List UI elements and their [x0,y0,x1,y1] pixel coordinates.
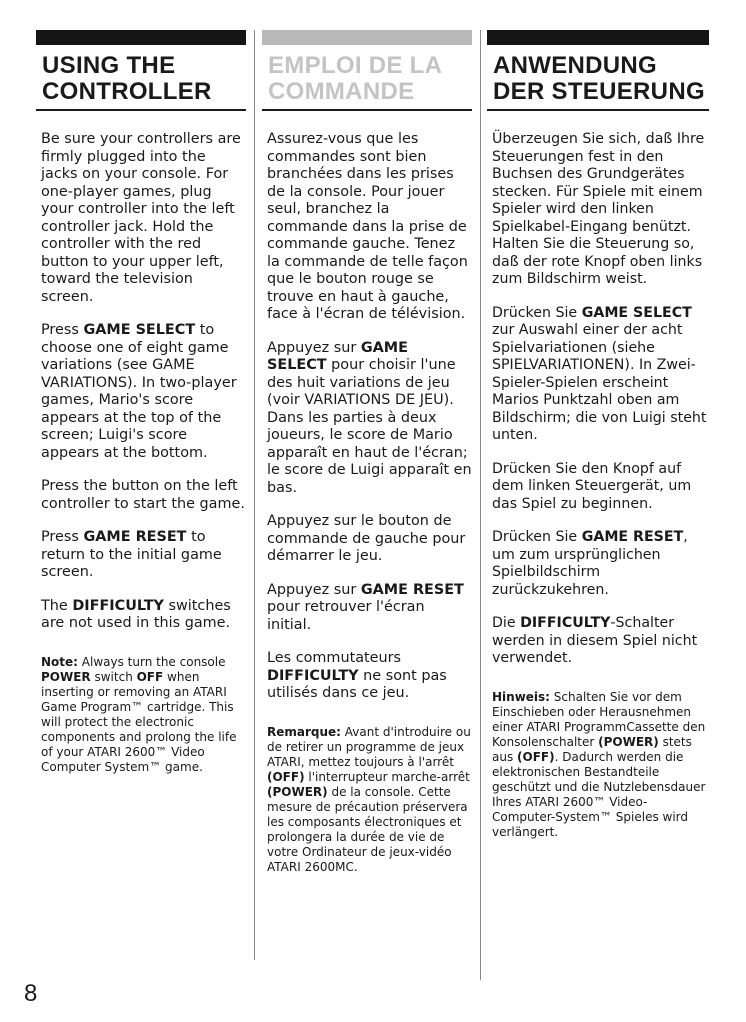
column-english [36,30,246,775]
note-text: de la console. Cette mesure de précaution préservera les composants électroniques et prolongera la durée de vie de votre Ordinateur de jeux-vidéo ATARI 2600MC. [267,784,468,874]
title-rule [262,109,472,111]
title-rule [36,109,246,111]
paragraph: Be sure your controllers are firmly plugged into the jacks on your console. For one-player games, plug your controller into the left controller jack. Hold the controller with the red button to your upper left, toward the television screen. [41,131,241,305]
section-title: EMPLOI DE LA COMMANDE [268,52,443,105]
paragraph: Appuyez sur GAME RESET pour retrouver l'écran initial. [267,581,464,633]
header-bar [262,30,472,45]
note-text: when inserting or removing an ATARI Game Program™ cartridge. This will protect the electronic components and prolong the life of your ATARI 2600™ Video Computer System™ game. [41,669,237,774]
note-text: switch [90,669,137,684]
paragraph: Drücken Sie GAME RESET, um zum ursprünglichen Spielbildschirm zurückzukehren. [492,529,688,598]
paragraph: Die DIFFICULTY-Schalter werden in diesem Spiel nicht verwendet. [492,615,698,666]
note-text: (POWER) [598,734,659,749]
note-text: (POWER) [267,784,328,799]
note-text: (OFF) [517,749,555,764]
paragraph: Appuyez sur le bouton de commande de gauche pour démarrer le jeu. [267,513,466,564]
column-german [487,30,709,840]
header-bar [487,30,709,45]
note-text: . Dadurch werden die elektronischen Bestandteile geschützt und die Nutzlebensdauer Ihres ATARI 2600™ Video-Computer-System™ Spieles wird verlängert. [492,749,706,839]
column-body [41,131,246,775]
title-rule [487,109,709,111]
page-number: 8 [24,980,38,1007]
paragraph: Press GAME RESET to return to the initial game screen. [41,529,222,580]
paragraph: Press GAME SELECT to choose one of eight game variations (see GAME VARIATIONS). In two-player games, Mario's score appears at the top of the screen; Luigi's score appears at the bottom. [41,322,237,461]
section-title: ANWENDUNG DER STEUERUNG [493,52,705,105]
note-text: Avant d'introduire ou de retirer un programme de jeux ATARI, mettez toujours à l'arrêt [267,724,471,769]
note: Remarque: Avant d'introduire ou de retirer un programme de jeux ATARI, mettez toujours à l'arrêt (OFF) l'interrupteur marche-arrêt (POWER) de la console. Cette mesure de précaution préservera les composants électroniques et prolongera la durée de vie de votre Ordinateur de jeux-vidéo ATARI 2600MC. [267,724,471,874]
note-text: (OFF) [267,769,305,784]
paragraph: Drücken Sie GAME SELECT zur Auswahl einer der acht Spielvariationen (siehe SPIELVARIATIONEN). In Zwei-Spieler-Spielen erscheint Marios Punktzahl oben am Bildschirm; die von Luigi steht unten. [492,304,707,443]
note-text: stets aus [492,734,692,764]
note-text: l'interrupteur marche-arrêt [304,769,470,784]
section-title: USING THE CONTROLLER [42,52,212,105]
paragraph: Appuyez sur GAME SELECT pour choisir l'une des huit variations de jeu (voir VARIATIONS DE JEU). Dans les parties à deux joueurs, le score de Mario apparaît en haut de l'écran; le score de Luigi apparaît en bas. [267,339,472,496]
column-body [492,131,709,840]
note-text: POWER [41,669,91,684]
header-bar [36,30,246,45]
paragraph: Überzeugen Sie sich, daß Ihre Steuerungen fest in den Buchsen des Grundgerätes stecken. Für Spiele mit einem Spieler wird den linken Spielkabel-Eingang benützt. Halten Sie die Steuerung so, daß der rote Knopf oben links zum Bildschirm weist. [492,131,705,287]
note-text: OFF [136,669,164,684]
note-text: Always turn the console [77,654,226,669]
paragraph: The DIFFICULTY switches are not used in this game. [41,597,231,631]
column-french [262,30,472,875]
column-divider [254,30,255,960]
paragraph: Assurez-vous que les commandes sont bien branchées dans les prises de la console. Pour jouer seul, branchez la commande dans la prise de commande gauche. Tenez la commande de telle façon que le bouton rouge se trouve en haut à gauche, face à l'écran de télévision. [267,131,468,322]
note: Hinweis: Schalten Sie vor dem Einschieben oder Herausnehmen einer ATARI ProgrammCassette den Konsolenschalter (POWER) stets aus (OFF). Dadurch werden die elektronischen Bestandteile geschützt und die Nutzlebensdauer Ihres ATARI 2600™ Video-Computer-System™ Spieles wird verlängert. [492,689,706,839]
paragraph: Press the button on the left controller to start the game. [41,478,245,512]
column-body [267,131,472,875]
note-text: Schalten Sie vor dem Einschieben oder Herausnehmen einer ATARI ProgrammCassette den Konsolenschalter [492,689,706,749]
paragraph: Les commutateurs DIFFICULTY ne sont pas utilisés dans ce jeu. [267,650,447,701]
note: Note: Always turn the console POWER switch OFF when inserting or removing an ATARI Game Program™ cartridge. This will protect the electronic components and prolong the life of your ATARI 2600™ Video Computer System™ game. [41,654,237,774]
paragraph: Drücken Sie den Knopf auf dem linken Steuergerät, um das Spiel zu beginnen. [492,460,692,512]
column-divider [480,30,481,980]
